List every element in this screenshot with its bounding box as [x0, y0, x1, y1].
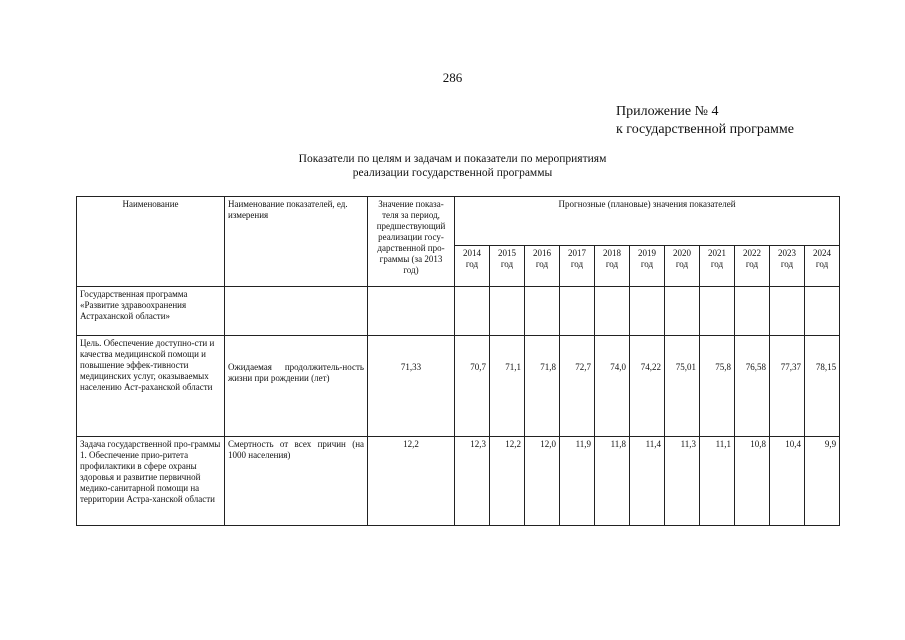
value-2024: 9,9 — [805, 437, 840, 526]
value-2017: 11,9 — [560, 437, 595, 526]
table-row-program — [77, 287, 840, 336]
value-2014: 70,7 — [455, 336, 490, 437]
header-year-2021: 2021 год — [700, 246, 735, 287]
value-2024: 78,15 — [805, 336, 840, 437]
document-title — [0, 152, 905, 180]
value-2016: 12,0 — [525, 437, 560, 526]
header-forecast: Прогнозные (плановые) значения показателей — [455, 197, 840, 246]
header-year-2024: 2024 год — [805, 246, 840, 287]
value-2020 — [665, 287, 700, 336]
row-name: Государственная программа «Развитие здравоохранения Астраханской области» — [77, 287, 225, 336]
value-2018: 11,8 — [595, 437, 630, 526]
appendix-line-1: Приложение № 4 — [616, 104, 719, 119]
value-2019: 11,4 — [630, 437, 665, 526]
table-row-goal — [77, 336, 840, 437]
value-2024 — [805, 287, 840, 336]
value-2016: 71,8 — [525, 336, 560, 437]
value-2023: 77,37 — [770, 336, 805, 437]
row-base-value: 71,33 — [368, 336, 455, 437]
row-indicator: Ожидаемая продолжитель-ность жизни при рождении (лет) — [225, 336, 368, 437]
value-2017 — [560, 287, 595, 336]
value-2021: 11,1 — [700, 437, 735, 526]
document-title-line-2: реализации государственной программы — [352, 167, 553, 179]
header-year-2020: 2020 год — [665, 246, 700, 287]
header-indicator: Наименование показателей, ед. измерения — [225, 197, 368, 287]
value-2015 — [490, 287, 525, 336]
value-2022 — [735, 287, 770, 336]
header-year-2014: 2014 год — [455, 246, 490, 287]
value-2020: 11,3 — [665, 437, 700, 526]
value-2023: 10,4 — [770, 437, 805, 526]
value-2019: 74,22 — [630, 336, 665, 437]
value-2019 — [630, 287, 665, 336]
page-number: 286 — [442, 70, 463, 85]
value-2015: 12,2 — [490, 437, 525, 526]
header-year-2018: 2018 год — [595, 246, 630, 287]
value-2014 — [455, 287, 490, 336]
header-year-2015: 2015 год — [490, 246, 525, 287]
value-2022: 10,8 — [735, 437, 770, 526]
row-name: Задача государственной про-граммы 1. Обеспечение прио-ритета профилактики в сфере охраны здоровья и развитие первичной медико-санитарной помощи на территории Астра-ханской области — [77, 437, 225, 526]
value-2020: 75,01 — [665, 336, 700, 437]
value-2023 — [770, 287, 805, 336]
header-year-2022: 2022 год — [735, 246, 770, 287]
header-name: Наименование — [77, 197, 225, 287]
row-base-value: 12,2 — [368, 437, 455, 526]
value-2022: 76,58 — [735, 336, 770, 437]
indicators-table — [76, 196, 840, 526]
header-year-2023: 2023 год — [770, 246, 805, 287]
value-2021: 75,8 — [700, 336, 735, 437]
header-year-2017: 2017 год — [560, 246, 595, 287]
appendix-note — [616, 103, 794, 139]
value-2016 — [525, 287, 560, 336]
row-indicator — [225, 287, 368, 336]
header-year-2016: 2016 год — [525, 246, 560, 287]
document-title-line-1: Показатели по целям и задачам и показатели по мероприятиям — [298, 153, 607, 165]
row-indicator: Смертность от всех причин (на 1000 населения) — [225, 437, 368, 526]
header-base-value: Значение показа-теля за период, предшествующий реализации госу-дарственной про-граммы (за 2013 год) — [368, 197, 455, 287]
value-2017: 72,7 — [560, 336, 595, 437]
value-2021 — [700, 287, 735, 336]
value-2018 — [595, 287, 630, 336]
table-row-task-1 — [77, 437, 840, 526]
appendix-line-2: к государственной программе — [616, 122, 794, 137]
value-2015: 71,1 — [490, 336, 525, 437]
row-name: Цель. Обеспечение доступно-сти и качества медицинской помощи и повышение эффек-тивности медицинских услуг, оказываемых населению Аст-раханской области — [77, 336, 225, 437]
value-2018: 74,0 — [595, 336, 630, 437]
value-2014: 12,3 — [455, 437, 490, 526]
row-base-value — [368, 287, 455, 336]
header-year-2019: 2019 год — [630, 246, 665, 287]
